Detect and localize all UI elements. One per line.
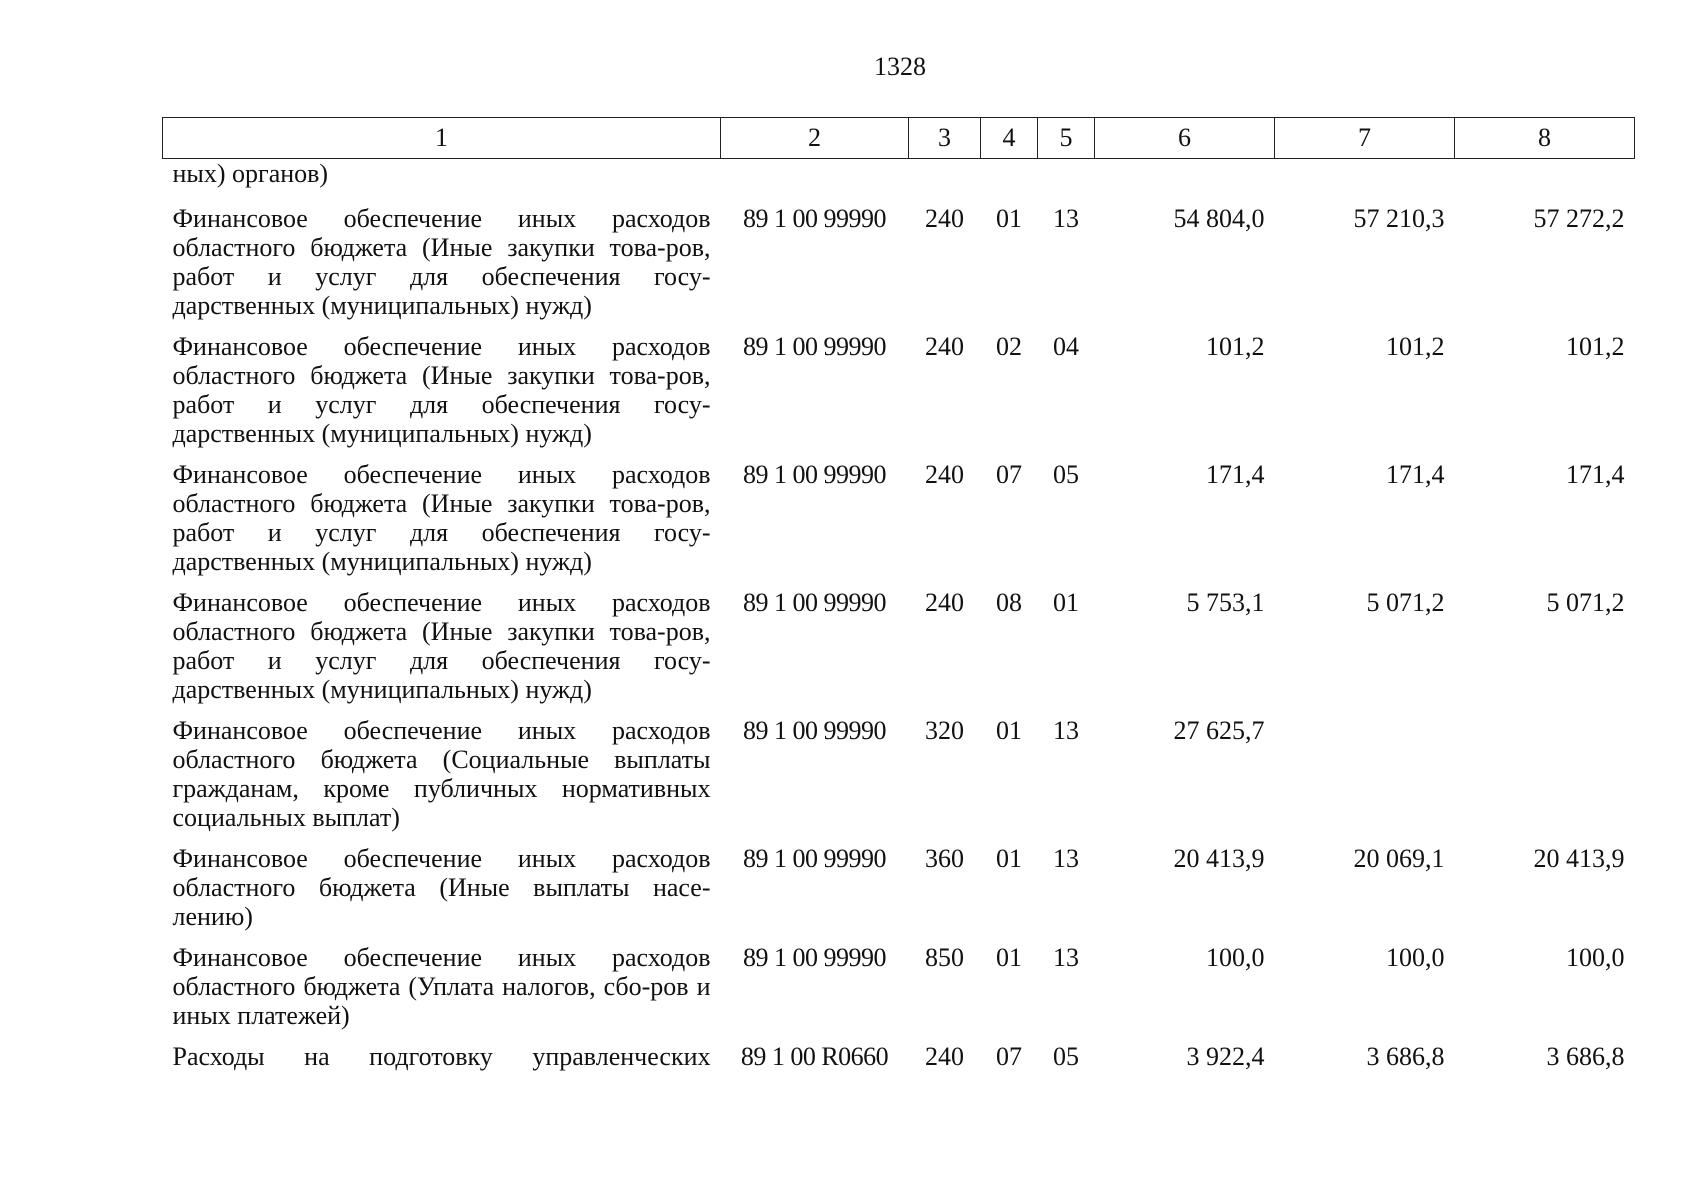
table-row [163,204,1635,332]
row-col-4: 07 [996,460,1022,489]
row-col-5: 13 [1053,943,1079,972]
row-description: Финансовое обеспечение иных расходов областного бюджета (Социальные выплаты гражданам, кроме публичных нормативных социальных выплат) [172,716,711,832]
row-col-3: 320 [925,716,964,745]
row-col-5: 13 [1053,844,1079,873]
column-header-7: 7 [1275,118,1455,159]
row-col-8: 100,0 [1566,943,1625,972]
column-header-2: 2 [721,118,909,159]
row-code: 89 1 00 99990 [743,460,886,489]
row-col-3: 240 [925,588,964,617]
row-col-8: 101,2 [1566,332,1625,361]
page-number: 1328 [874,52,926,81]
row-col-5: 01 [1053,588,1079,617]
row-description: Финансовое обеспечение иных расходов областного бюджета (Иные закупки това-ров, работ и услуг для обеспечения госу-дарственных (муниципальных) нужд) [172,588,711,704]
table-row [163,332,1635,460]
table-row-continuation [163,159,1635,205]
table-row [163,844,1635,943]
row-col-4: 01 [996,204,1022,233]
row-col-5: 13 [1053,204,1079,233]
row-description: Финансовое обеспечение иных расходов областного бюджета (Иные закупки това-ров, работ и услуг для обеспечения госу-дарственных (муниципальных) нужд) [172,204,711,320]
column-header-4: 4 [981,118,1038,159]
budget-table [162,117,1635,1083]
row-col-7: 3 686,8 [1366,1042,1445,1071]
row-col-8: 57 272,2 [1533,204,1625,233]
row-col-6: 54 804,0 [1173,204,1265,233]
row-col-3: 240 [925,204,964,233]
row-description: Финансовое обеспечение иных расходов областного бюджета (Иные закупки това-ров, работ и услуг для обеспечения госу-дарственных (муниципальных) нужд) [172,332,711,448]
row-description: Финансовое обеспечение иных расходов областного бюджета (Иные закупки това-ров, работ и услуг для обеспечения госу-дарственных (муниципальных) нужд) [172,460,711,576]
row-col-3: 850 [925,943,964,972]
row-col-4: 07 [996,1042,1022,1071]
column-header-6: 6 [1095,118,1275,159]
row-code: 89 1 00 99990 [743,332,886,361]
row-col-7: 171,4 [1386,460,1445,489]
row-code: 89 1 00 R0660 [740,1042,889,1071]
row-col-3: 240 [925,1042,964,1071]
row-col-3: 240 [925,460,964,489]
row-col-5: 05 [1053,460,1079,489]
row-code: 89 1 00 99990 [743,943,886,972]
column-header-5: 5 [1038,118,1095,159]
row-col-3: 360 [925,844,964,873]
row-col-8 [1455,716,1635,844]
row-col-6: 5 753,1 [1186,588,1265,617]
row-code: 89 1 00 99990 [743,716,886,745]
row-code: 89 1 00 99990 [743,204,886,233]
table-row [163,460,1635,588]
row-col-7: 100,0 [1386,943,1445,972]
row-col-5: 05 [1053,1042,1079,1071]
row-col-7 [1275,716,1455,844]
row-col-6: 3 922,4 [1186,1042,1265,1071]
row-col-8: 20 413,9 [1533,844,1625,873]
column-header-3: 3 [909,118,981,159]
row-col-4: 01 [996,943,1022,972]
row-col-4: 01 [996,716,1022,745]
table-row [163,588,1635,716]
row-col-6: 101,2 [1206,332,1265,361]
row-col-4: 08 [996,588,1022,617]
row-description: Финансовое обеспечение иных расходов областного бюджета (Уплата налогов, сбо-ров и иных платежей) [172,943,711,1030]
column-header-1: 1 [163,118,721,159]
row-col-7: 20 069,1 [1353,844,1445,873]
row-code: 89 1 00 99990 [743,844,886,873]
row-col-7: 57 210,3 [1353,204,1445,233]
row-col-8: 171,4 [1566,460,1625,489]
row-col-5: 04 [1053,332,1079,361]
row-col-3: 240 [925,332,964,361]
row-col-8: 5 071,2 [1546,588,1625,617]
row-col-5: 13 [1053,716,1079,745]
row-col-8: 3 686,8 [1546,1042,1625,1071]
row-description: Финансовое обеспечение иных расходов областного бюджета (Иные выплаты насе-лению) [172,844,711,931]
table-row [163,943,1635,1042]
row-col-6: 100,0 [1206,943,1265,972]
row-code: 89 1 00 99990 [743,588,886,617]
row-col-6: 27 625,7 [1173,716,1265,745]
continuation-text: ных) органов) [172,159,329,188]
table-row [163,1042,1635,1083]
row-col-7: 5 071,2 [1366,588,1445,617]
column-header-8: 8 [1455,118,1635,159]
header-row [163,118,1635,159]
row-description: Расходы на подготовку управленческих [172,1042,711,1071]
row-col-6: 171,4 [1206,460,1265,489]
row-col-7: 101,2 [1386,332,1445,361]
row-col-4: 02 [996,332,1022,361]
table-row [163,716,1635,844]
row-col-4: 01 [996,844,1022,873]
row-col-6: 20 413,9 [1173,844,1265,873]
